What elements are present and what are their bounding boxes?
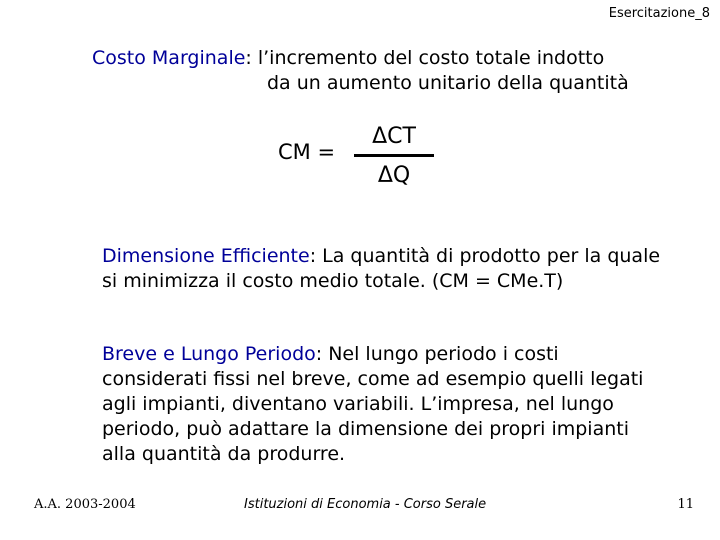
term-marginal-cost: Costo Marginale bbox=[92, 47, 246, 69]
term-short-long-run: Breve e Lungo Periodo bbox=[102, 343, 316, 365]
formula-denominator: ΔQ bbox=[377, 163, 411, 188]
formula-numerator: ΔCT bbox=[372, 124, 416, 149]
definition-short-long-run bbox=[102, 342, 662, 467]
formula-lhs: CM = bbox=[278, 140, 336, 164]
fraction-bar bbox=[354, 154, 434, 157]
marginal-cost-formula bbox=[278, 122, 448, 202]
footer-academic-year: A.A. 2003-2004 bbox=[34, 497, 136, 512]
definition-text-line1: : l’incremento del costo totale indotto bbox=[245, 47, 605, 69]
definition-text: : Nel lungo periodo i costi considerati fissi nel breve, come ad esempio quelli legati agli impianti, diventano variabili. L’impresa, nel lungo periodo, può adattare la dimensione dei propri impianti alla quantità da produrre. bbox=[102, 343, 644, 465]
footer-course-title: Istituzioni di Economia - Corso Serale bbox=[244, 497, 487, 512]
definition-efficient-size bbox=[102, 244, 662, 294]
definition-text-line2: da un aumento unitario della quantità bbox=[267, 72, 629, 94]
term-efficient-size: Dimensione Efficiente bbox=[102, 245, 310, 267]
slide-header-label: Esercitazione_8 bbox=[608, 6, 710, 21]
footer-page-number: 11 bbox=[677, 497, 694, 512]
definition-text: : La quantità di prodotto per la quale si minimizza il costo medio totale. (CM = CMe.T) bbox=[102, 245, 661, 292]
formula-fraction bbox=[354, 122, 434, 191]
definition-marginal-cost bbox=[92, 46, 662, 96]
